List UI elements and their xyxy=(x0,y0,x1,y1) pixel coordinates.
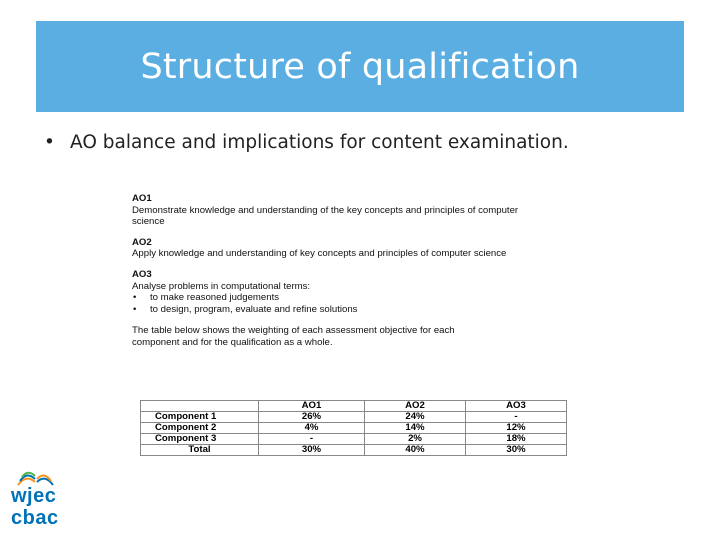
table-cell: 4% xyxy=(259,423,365,434)
table-header-cell xyxy=(141,401,259,412)
table-cell: 30% xyxy=(466,445,567,456)
table-row xyxy=(141,423,567,434)
table-cell: - xyxy=(466,412,567,423)
table-cell: - xyxy=(259,434,365,445)
wjec-logo xyxy=(8,468,68,534)
table-cell: 24% xyxy=(365,412,466,423)
table-header-cell: AO3 xyxy=(466,401,567,412)
table-cell: 26% xyxy=(259,412,365,423)
ao2-block xyxy=(132,237,552,260)
ao2-heading: AO2 xyxy=(132,236,152,248)
table-cell: 40% xyxy=(365,445,466,456)
row-label: Component 2 xyxy=(141,423,259,434)
table-intro: The table below shows the weighting of each assessment objective for each component and for the qualification as a whole. xyxy=(132,325,455,348)
table-row xyxy=(141,445,567,456)
ao3-block xyxy=(132,269,552,315)
table-cell: 30% xyxy=(259,445,365,456)
slide-title: Structure of qualification xyxy=(140,46,580,87)
list-item: • to make reasoned judgements xyxy=(150,292,552,304)
ao1-text: Demonstrate knowledge and understanding of the key concepts and principles of computer science xyxy=(132,204,519,228)
logo-text-top: wjec xyxy=(11,485,57,507)
ao1-block xyxy=(132,193,552,228)
bullet-point xyxy=(44,132,569,153)
row-label: Component 3 xyxy=(141,434,259,445)
bullet-icon: • xyxy=(44,132,55,153)
table-header-row xyxy=(141,401,567,412)
table-cell: 2% xyxy=(365,434,466,445)
bullet-text: AO balance and implications for content examination. xyxy=(70,132,569,153)
spec-excerpt xyxy=(132,193,552,349)
table-row xyxy=(141,434,567,445)
weighting-table xyxy=(140,400,567,456)
row-label: Total xyxy=(141,445,259,456)
ao1-heading: AO1 xyxy=(132,193,152,204)
list-item: • to design, program, evaluate and refine solutions xyxy=(150,304,552,316)
table-cell: 12% xyxy=(466,423,567,434)
table-row xyxy=(141,412,567,423)
ao3-heading: AO3 xyxy=(132,268,152,280)
ao3-text: Analyse problems in computational terms: xyxy=(132,280,311,292)
ao2-text: Apply knowledge and understanding of key concepts and principles of computer science xyxy=(132,248,507,260)
table-cell: 14% xyxy=(365,423,466,434)
title-bar xyxy=(36,21,684,112)
logo-text-bottom: cbac xyxy=(11,507,59,529)
table-header-cell: AO1 xyxy=(259,401,365,412)
ao3-list xyxy=(132,292,552,315)
row-label: Component 1 xyxy=(141,412,259,423)
table-cell: 18% xyxy=(466,434,567,445)
table-header-cell: AO2 xyxy=(365,401,466,412)
